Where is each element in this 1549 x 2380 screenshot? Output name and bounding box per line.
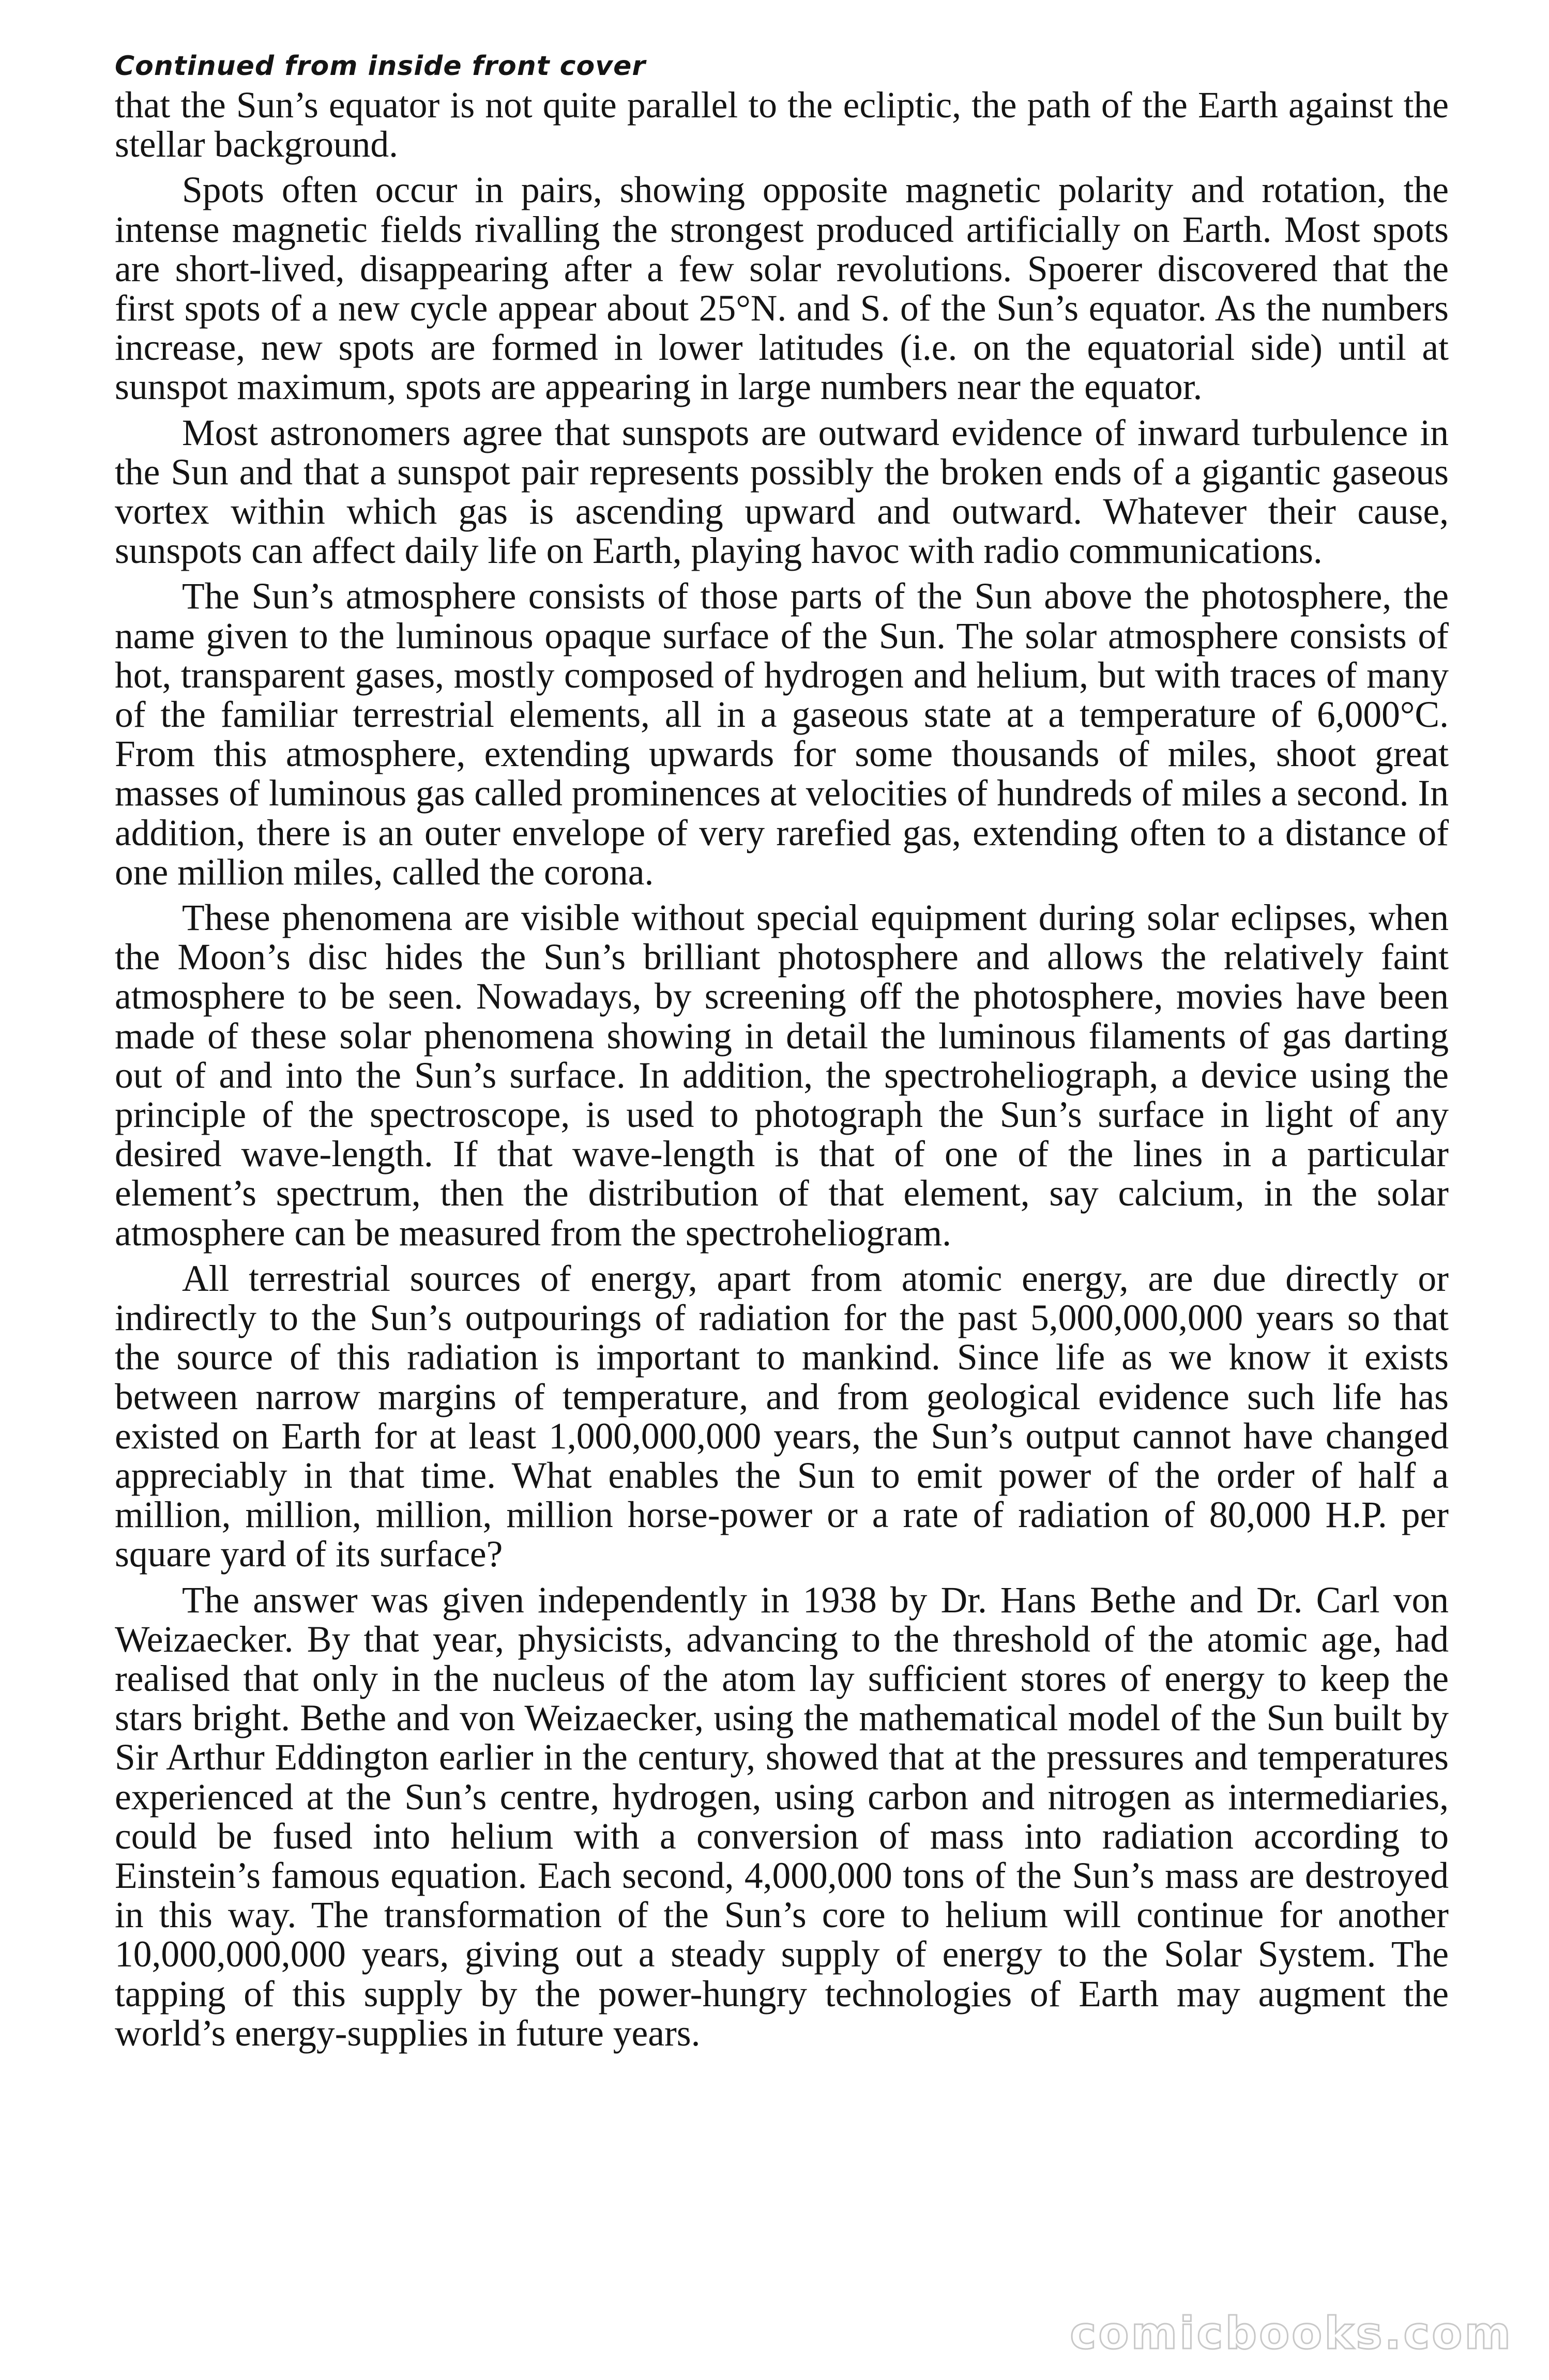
paragraph-sunspot-pairs: Spots often occur in pairs, showing opposite magnetic polarity and rotation, the intense magnetic fields rivalling the strongest produced artificially on Earth. Most spots are short-lived, disappearing after a few solar revolutions. Spoerer discovered that the first spots of a new cycle appear about 25°N. and S. of the Sun’s equator. As the numbers increase, new spots are formed in lower latitudes (i.e. on the equatorial side) until at sunspot maximum, spots are appearing in large numbers near the equator. <box>115 170 1449 408</box>
paragraph-eclipses: These phenomena are visible without special equipment during solar eclipses, when the Moon’s disc hides the Sun’s brilliant photosphere and allows the relatively faint atmosphere to be seen. Nowadays, by screening off the photosphere, movies have been made of these solar phenomena showing in detail the luminous filaments of gas darting out of and into the Sun’s surface. In addition, the spectroheliograph, a device using the principle of the spectroscope, is used to photograph the Sun’s surface in light of any desired wave-length. If that wave-length is that of one of the lines in a particular element’s spectrum, then the distribution of that element, say calcium, in the solar atmosphere can be measured from the spectroheliogram. <box>115 897 1449 1254</box>
paragraph-energy-sources: All terrestrial sources of energy, apart from atomic energy, are due directly or indirectly to the Sun’s outpourings of radiation for the past 5,000,000,000 years so that the source of this radiation is important to mankind. Since life as we know it exists between narrow margins of temperature, and from geological evidence such life has existed on Earth for at least 1,000,000,000 years, the Sun’s output cannot have changed appreciably in that time. What enables the Sun to emit power of the order of half a million, million, million, million horse-power or a rate of radiation of 80,000 H.P. per square yard of its surface? <box>115 1258 1449 1575</box>
continued-header: Continued from inside front cover <box>115 51 646 82</box>
paragraph-bethe-answer: The answer was given independently in 1938 by Dr. Hans Bethe and Dr. Carl von Weizaecker. By that year, physicists, advancing to the threshold of the atomic age, had realised that only in the nucleus of the atom lay sufficient stores of energy to keep the stars bright. Bethe and von Weizaecker, using the mathematical model of the Sun built by Sir Arthur Eddington earlier in the century, showed that at the pressures and temperatures experienced at the Sun’s centre, hydrogen, using carbon and nitrogen as intermediaries, could be fused into helium with a conversion of mass into radiation according to Einstein’s famous equation. Each second, 4,000,000 tons of the Sun’s mass are destroyed in this way. The transformation of the Sun’s core to helium will continue for another 10,000,000,000 years, giving out a steady supply of energy to the Solar System. The tapping of this supply by the power-hungry technologies of Earth may augment the world’s energy-supplies in future years. <box>115 1579 1449 2054</box>
paragraph-sunspot-turbulence: Most astronomers agree that sunspots are outward evidence of inward turbulence in the Sun and that a sunspot pair represents possibly the broken ends of a gigantic gaseous vortex within which gas is ascending upward and outward. Whatever their cause, sunspots can affect daily life on Earth, playing havoc with radio communications. <box>115 412 1449 572</box>
watermark-logo: comicbooks.com <box>1070 2308 1513 2359</box>
page-content <box>115 50 1449 2059</box>
paragraph-solar-atmosphere: The Sun’s atmosphere consists of those parts of the Sun above the photosphere, the name given to the luminous opaque surface of the Sun. The solar atmosphere consists of hot, transparent gases, mostly composed of hydrogen and helium, but with traces of many of the familiar terrestrial elements, all in a gaseous state at a temperature of 6,000°C. From this atmosphere, extending upwards for some thousands of miles, shoot great masses of luminous gas called prominences at velocities of hundreds of miles a second. In addition, there is an outer envelope of very rarefied gas, extending often to a distance of one million miles, called the corona. <box>115 576 1449 893</box>
paragraph-continuation: that the Sun’s equator is not quite parallel to the ecliptic, the path of the Earth against the stellar background. <box>115 85 1449 165</box>
